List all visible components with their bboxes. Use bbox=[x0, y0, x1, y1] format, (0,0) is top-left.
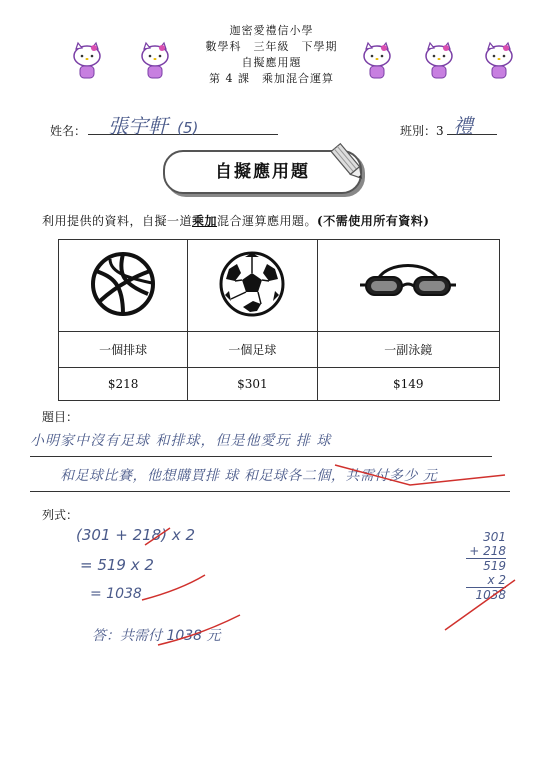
item-price: $218 bbox=[59, 368, 188, 401]
item-image-cell bbox=[188, 240, 317, 332]
hello-kitty-icon bbox=[478, 40, 520, 82]
working-step-1: (301 + 218) x 2 bbox=[76, 526, 196, 544]
hello-kitty-icon bbox=[66, 40, 108, 82]
soccer-ball-icon bbox=[217, 249, 287, 319]
subject-line: 數學科 三年級 下學期 bbox=[205, 40, 338, 53]
class-value: 禮 bbox=[453, 114, 473, 138]
swim-goggles-icon bbox=[358, 259, 458, 309]
hello-kitty-icon bbox=[418, 40, 460, 82]
item-name: 一個足球 bbox=[188, 332, 317, 368]
vertical-line: 519 bbox=[466, 558, 506, 573]
pencil-icon bbox=[330, 140, 370, 186]
working-step-2: = 519 x 2 bbox=[80, 556, 154, 574]
question-line-2: 和足球比賽，他想購買排 球 和足球各二個，共需付多少 元 bbox=[60, 468, 438, 484]
instruction-prefix: 利用提供的資料，自擬一道 bbox=[42, 214, 193, 228]
student-name: 張宇軒 bbox=[108, 114, 168, 138]
title-banner: 自擬應用題 bbox=[163, 150, 362, 194]
student-number: (5) bbox=[177, 119, 199, 137]
item-price: $149 bbox=[317, 368, 499, 401]
teacher-check-marks bbox=[140, 520, 250, 650]
name-label: 姓名： bbox=[50, 124, 87, 138]
school-name: 迦密愛禮信小學 bbox=[229, 24, 314, 37]
volleyball-icon bbox=[88, 249, 158, 319]
topic-line: 自擬應用題 bbox=[241, 56, 302, 69]
answer-line[interactable] bbox=[30, 430, 492, 457]
question-label: 題目： bbox=[42, 410, 79, 424]
class-field[interactable] bbox=[447, 110, 497, 138]
vertical-line: 1038 bbox=[466, 587, 506, 602]
teacher-tick-mark bbox=[330, 455, 510, 505]
hello-kitty-icon bbox=[356, 40, 398, 82]
item-name: 一副泳鏡 bbox=[317, 332, 499, 368]
instruction-note: (不需使用所有資料) bbox=[317, 214, 430, 228]
working-step-3: = 1038 bbox=[90, 586, 142, 602]
item-price: $301 bbox=[188, 368, 317, 401]
teacher-check-mark bbox=[440, 575, 520, 635]
vertical-line: x 2 bbox=[487, 573, 506, 587]
item-name: 一個排球 bbox=[59, 332, 188, 368]
lesson-line: 第 4 課 乘加混合運算 bbox=[209, 72, 334, 85]
class-label: 班別：3 bbox=[400, 124, 444, 138]
instruction-emphasis: 乘加 bbox=[192, 214, 218, 228]
working-step-4: 答：共需付 1038 元 bbox=[92, 628, 221, 644]
question-line-1: 小明家中沒有足球 和排球，但是他愛玩 排 球 bbox=[30, 433, 332, 449]
item-image-cell bbox=[317, 240, 499, 332]
working-label: 列式： bbox=[42, 508, 79, 522]
vertical-line: 301 bbox=[483, 530, 506, 544]
items-table bbox=[58, 239, 500, 401]
vertical-line: + 218 bbox=[469, 544, 506, 558]
hello-kitty-icon bbox=[134, 40, 176, 82]
name-field[interactable] bbox=[88, 110, 278, 138]
item-image-cell bbox=[59, 240, 188, 332]
instruction-suffix: 混合運算應用題。 bbox=[217, 214, 318, 228]
instruction bbox=[42, 212, 429, 229]
